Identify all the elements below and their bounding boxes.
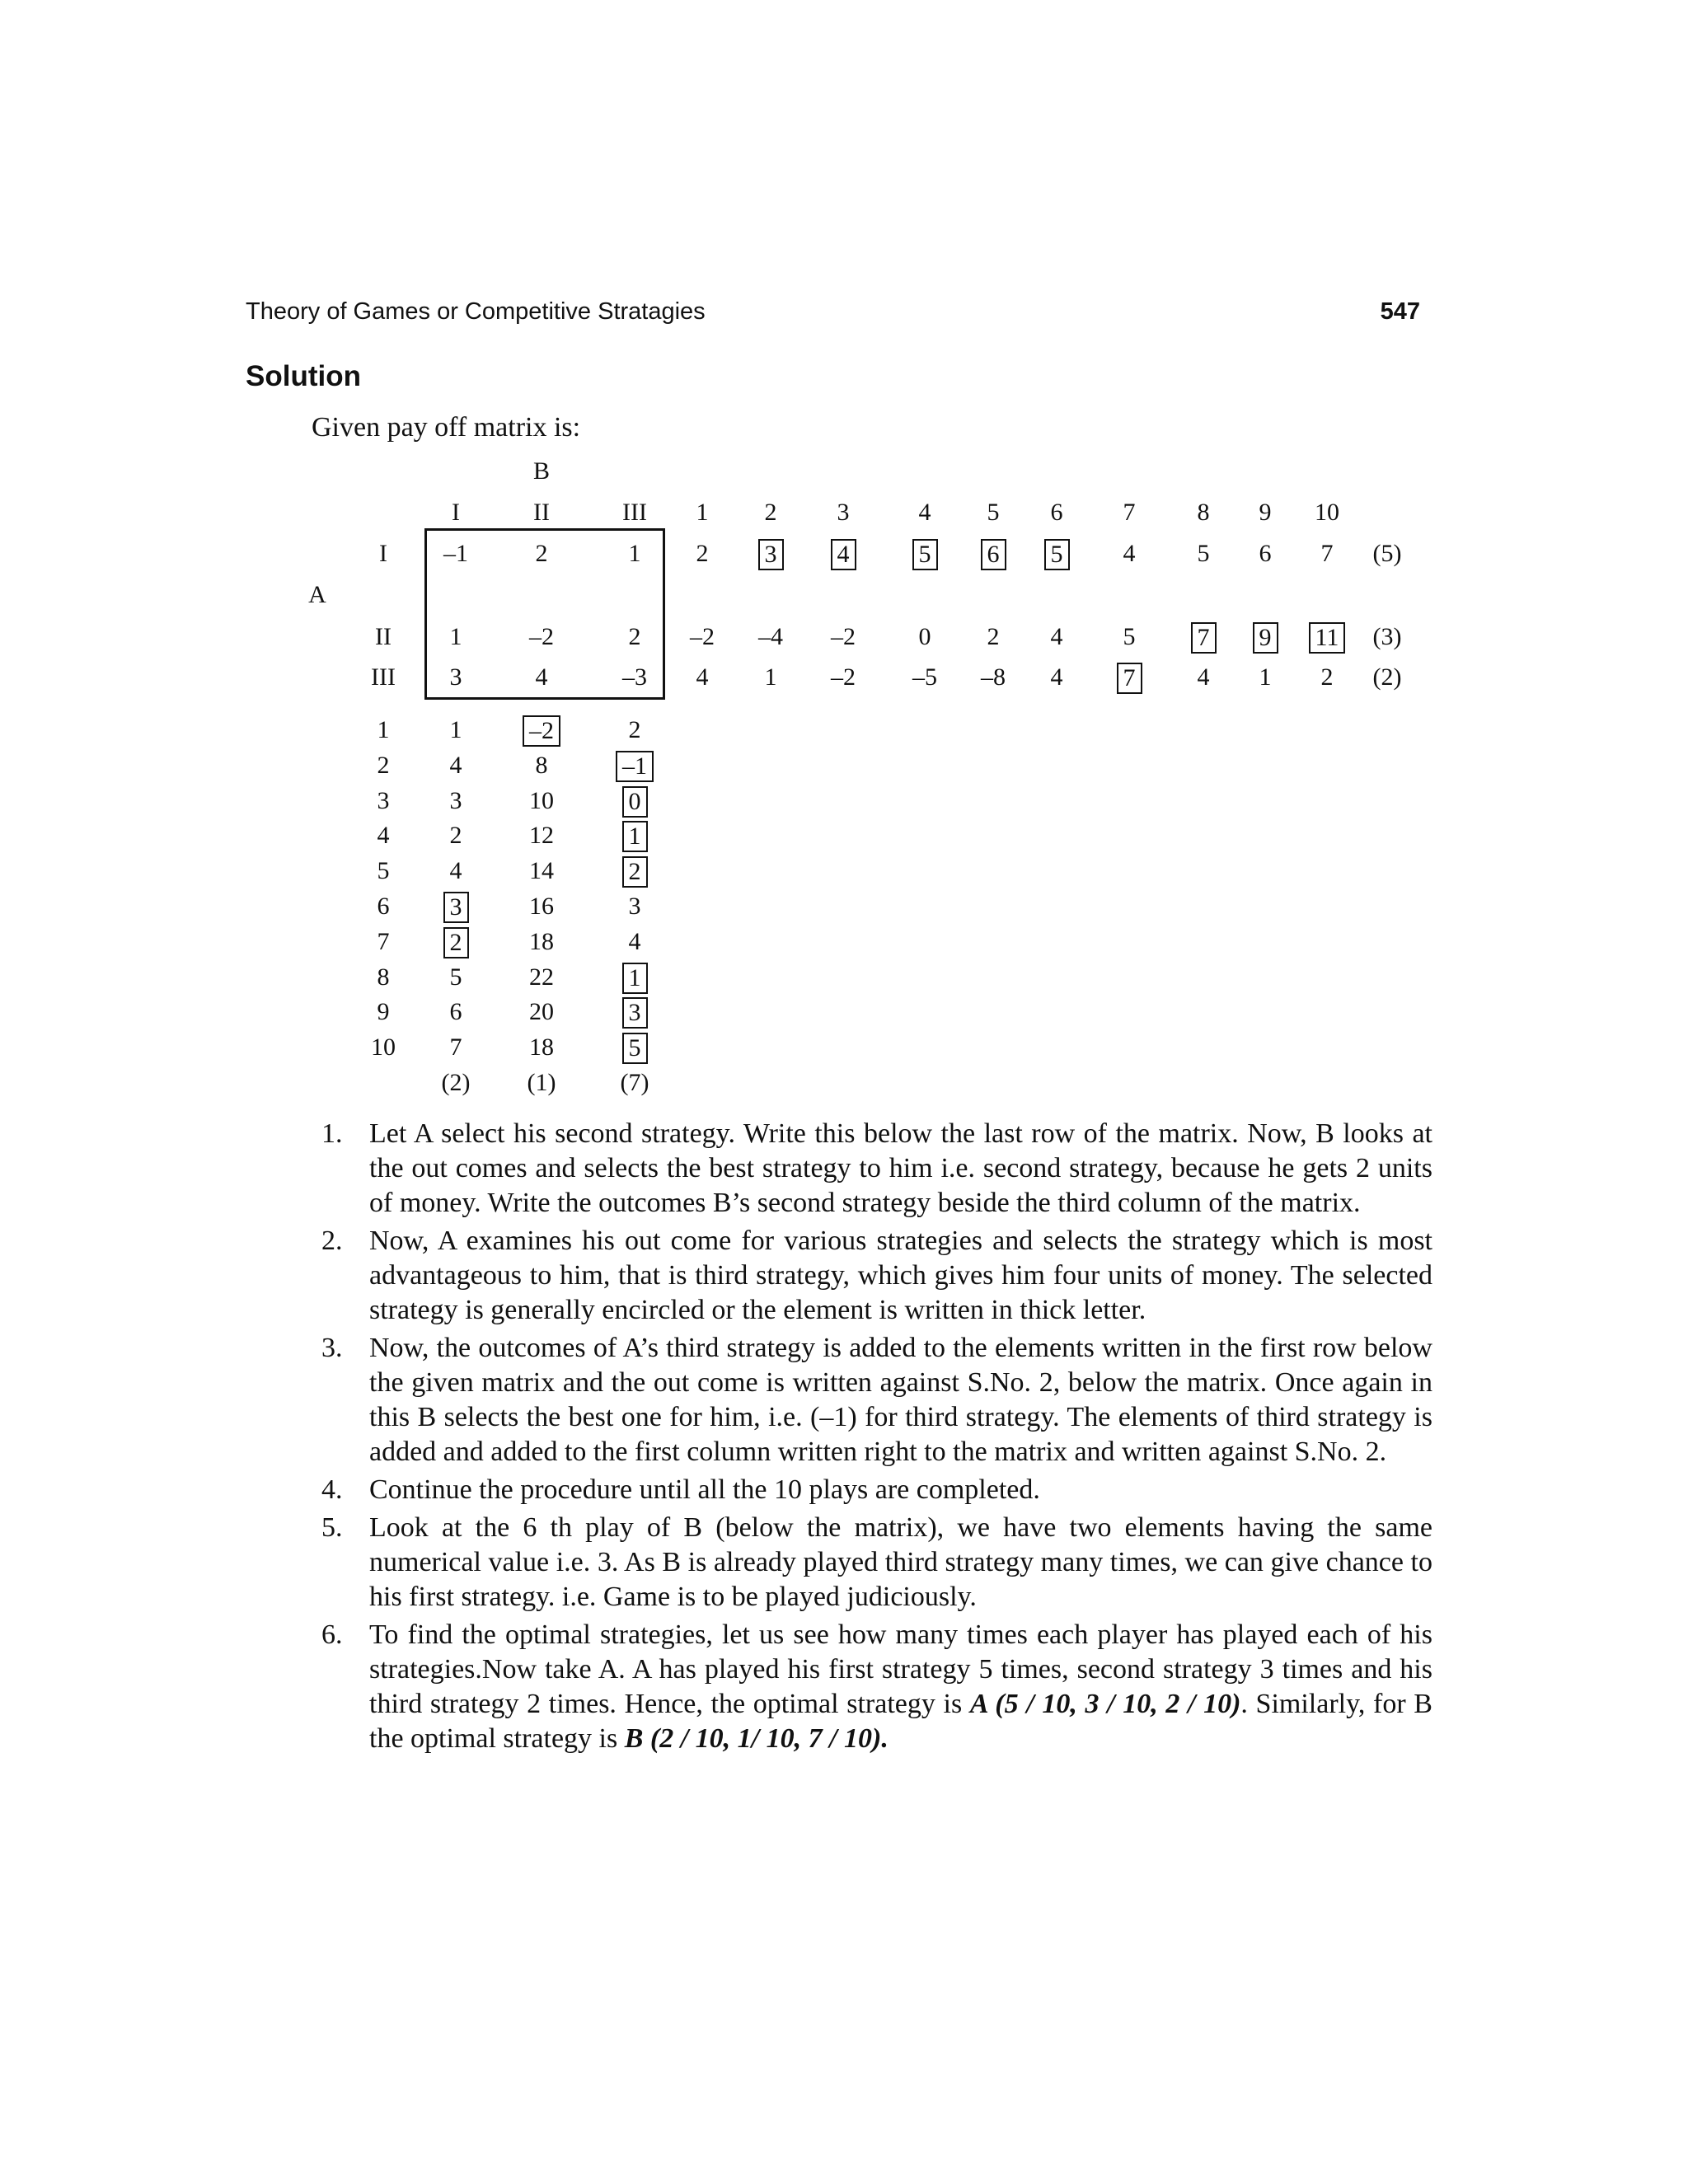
a-cumulative-cell: 2 xyxy=(1320,663,1334,691)
payoff-cell: 4 xyxy=(535,663,548,691)
a-cumulative-cell: 4 xyxy=(696,663,709,691)
step-5: 5. Look at the 6 th play of B (below the matrix), we have two elements having the same numerical value i.e. 3. As B is already played third strategy many times, we can give chance to his first strategy. i.e. Game is to be played judiciously. xyxy=(321,1512,1432,1612)
selected-a-cumulative-cell: 11 xyxy=(1286,622,1368,654)
payoff-cell: 1 xyxy=(449,623,462,650)
selected-b-cumulative-cell: 5 xyxy=(593,1033,676,1064)
step-text: Now, the outcomes of A’s third strategy is added to the elements written in the first row below the given matrix and the out come is written against S.No. 2, below the matrix. Once again in this B selects the best one for him, i.e. (–1) for third strategy. The elements of third strategy is added and added to the first column written right to the matrix and written against S.No. 2. xyxy=(369,1333,1432,1467)
selected-b-cumulative-cell: 3 xyxy=(415,892,497,923)
a-cumulative-cell: –4 xyxy=(758,623,783,650)
step-2: 2. Now, A examines his out come for various strategies and selects the strategy which is most advantageous to him, that is third strategy, which gives him four units of money. The selected strategy is generally encircled or the element is written in thick letter. xyxy=(321,1226,1432,1325)
player-a-label: A xyxy=(308,581,326,608)
selected-a-cumulative-cell: 6 xyxy=(952,539,1034,570)
step-text: Continue the procedure until all the 10 plays are completed. xyxy=(369,1474,1040,1505)
a-cumulative-cell: –8 xyxy=(981,663,1006,691)
a-cumulative-cell: 5 xyxy=(1123,623,1136,650)
step-6: 6. To find the optimal strategies, let us see how many times each player has played each of his strategies.Now take A. A has played his first strategy 5 times, second strategy 3 times and his third strategy 2 times. Hence, the optimal strategy is A (5 / 10, 3 / 10, 2 / 10). Similarly, for B the optimal strategy is B (2 / 10, 1/ 10, 7 / 10). xyxy=(321,1619,1432,1754)
play-number-row: 7 xyxy=(377,927,390,955)
a-strategy-count: (2) xyxy=(1372,663,1402,691)
payoff-cell: –2 xyxy=(529,623,554,650)
b-cumulative-cell: 6 xyxy=(449,998,462,1026)
b-cumulative-cell: 1 xyxy=(449,716,462,743)
a-cumulative-cell: 2 xyxy=(696,540,709,567)
b-cumulative-cell: 20 xyxy=(529,998,554,1026)
play-number-header: 10 xyxy=(1315,499,1339,526)
step-text: To find the optimal strategies, let us see how many times each player has played each of his strategies.Now take A. A has played his first strategy 5 times, second strategy 3 times and his third strategy 2 times. Hence, the optimal strategy is A (5 / 10, 3 / 10, 2 / 10). Similarly, for B the optimal strategy is B (2 / 10, 1/ 10, 7 / 10). xyxy=(369,1619,1432,1754)
b-cumulative-cell: 4 xyxy=(449,857,462,885)
b-cumulative-cell: 8 xyxy=(535,751,548,779)
a-cumulative-cell: 5 xyxy=(1197,540,1210,567)
b-strategy-label: I xyxy=(452,499,460,526)
selected-b-cumulative-cell: 2 xyxy=(415,927,497,958)
a-cumulative-cell: 0 xyxy=(918,623,931,650)
play-number-header: 9 xyxy=(1259,499,1272,526)
selected-a-cumulative-cell: 3 xyxy=(729,539,812,570)
page-number: 547 xyxy=(1380,298,1420,325)
b-cumulative-cell: 7 xyxy=(449,1033,462,1062)
payoff-cell: 3 xyxy=(449,663,462,691)
step-3: 3. Now, the outcomes of A’s third strategy is added to the elements written in the first row below the given matrix and the out come is written against S.No. 2, below the matrix. Once again in this B selects the best one for him, i.e. (–1) for third strategy. The elements of third strategy is added and added to the first column written right to the matrix and written against S.No. 2. xyxy=(321,1333,1432,1467)
b-cumulative-cell: 4 xyxy=(628,927,641,955)
play-number-header: 4 xyxy=(918,499,931,526)
a-strategy-count: (5) xyxy=(1372,540,1402,567)
selected-b-cumulative-cell: –2 xyxy=(500,715,583,747)
play-number-header: 2 xyxy=(764,499,777,526)
intro-text: Given pay off matrix is: xyxy=(312,412,581,443)
play-number-row: 5 xyxy=(377,857,390,885)
b-cumulative-cell: 3 xyxy=(628,893,641,920)
payoff-cell: 1 xyxy=(628,540,641,567)
play-number-row: 1 xyxy=(377,716,390,743)
play-number-row: 8 xyxy=(377,963,390,991)
play-number-header: 3 xyxy=(837,499,850,526)
running-header-title: Theory of Games or Competitive Stratagies xyxy=(246,298,706,325)
a-cumulative-cell: 6 xyxy=(1259,540,1272,567)
b-cumulative-cell: 3 xyxy=(449,786,462,814)
b-cumulative-cell: 2 xyxy=(449,822,462,850)
a-strategy-count: (3) xyxy=(1372,623,1402,650)
step-1: 1. Let A select his second strategy. Write this below the last row of the matrix. Now, B looks at the out comes and selects the best strategy to him i.e. second strategy, because he gets 2 units of money. Write the outcomes B’s second strategy beside the third column of the matrix. xyxy=(321,1118,1432,1218)
play-number-row: 4 xyxy=(377,822,390,850)
b-cumulative-cell: 18 xyxy=(529,1033,554,1062)
a-strategy-label: II xyxy=(375,623,392,650)
a-cumulative-cell: –2 xyxy=(690,623,715,650)
a-cumulative-cell: –2 xyxy=(831,623,856,650)
selected-b-cumulative-cell: 2 xyxy=(593,856,676,888)
a-cumulative-cell: 1 xyxy=(1259,663,1272,691)
b-cumulative-cell: 12 xyxy=(529,822,554,850)
b-cumulative-cell: 2 xyxy=(628,716,641,743)
b-strategy-label: III xyxy=(622,499,647,526)
selected-a-cumulative-cell: 5 xyxy=(1015,539,1098,570)
play-number-header: 5 xyxy=(987,499,1000,526)
selected-b-cumulative-cell: 1 xyxy=(593,821,676,852)
a-cumulative-cell: 4 xyxy=(1050,623,1063,650)
b-cumulative-cell: 18 xyxy=(529,927,554,955)
step-text: Now, A examines his out come for various strategies and selects the strategy which is most advantageous to him, that is third strategy, which gives him four units of money. The selected strategy is generally encircled or the element is written in thick letter. xyxy=(369,1226,1432,1325)
play-number-row: 9 xyxy=(377,998,390,1026)
b-cumulative-cell: 10 xyxy=(529,786,554,814)
play-number-header: 1 xyxy=(696,499,709,526)
play-number-row: 10 xyxy=(371,1033,396,1062)
a-cumulative-cell: 2 xyxy=(987,623,1000,650)
b-strategy-label: II xyxy=(533,499,550,526)
b-strategy-count: (1) xyxy=(527,1069,556,1096)
a-cumulative-cell: 4 xyxy=(1050,663,1063,691)
b-cumulative-cell: 5 xyxy=(449,963,462,991)
b-strategy-count: (7) xyxy=(620,1069,649,1096)
a-cumulative-cell: 7 xyxy=(1320,540,1334,567)
player-b-label: B xyxy=(532,457,550,485)
selected-a-cumulative-cell: 5 xyxy=(884,539,966,570)
selected-b-cumulative-cell: 0 xyxy=(593,786,676,818)
a-strategy-label: I xyxy=(379,540,387,567)
selected-a-cumulative-cell: 7 xyxy=(1088,663,1170,694)
a-cumulative-cell: 4 xyxy=(1123,540,1136,567)
play-number-header: 7 xyxy=(1123,499,1136,526)
play-number-header: 8 xyxy=(1197,499,1210,526)
a-cumulative-cell: 1 xyxy=(764,663,777,691)
play-number-header: 6 xyxy=(1050,499,1063,526)
b-strategy-count: (2) xyxy=(441,1069,471,1096)
solution-heading: Solution xyxy=(246,360,361,392)
solution-steps xyxy=(312,1117,1432,1760)
play-number-row: 2 xyxy=(377,751,390,779)
b-cumulative-cell: 14 xyxy=(529,857,554,885)
selected-b-cumulative-cell: 3 xyxy=(593,997,676,1029)
payoff-cell: –1 xyxy=(443,540,468,567)
payoff-cell: 2 xyxy=(535,540,548,567)
step-text: Look at the 6 th play of B (below the matrix), we have two elements having the same numerical value i.e. 3. As B is already played third strategy many times, we can give chance to his first strategy. i.e. Game is to be played judiciously. xyxy=(369,1512,1432,1612)
a-cumulative-cell: –5 xyxy=(912,663,937,691)
payoff-cell: –3 xyxy=(622,663,647,691)
play-number-row: 6 xyxy=(377,893,390,920)
a-strategy-label: III xyxy=(371,663,396,691)
step-text: Let A select his second strategy. Write this below the last row of the matrix. Now, B looks at the out comes and selects the best strategy to him i.e. second strategy, because he gets 2 units of money. Write the outcomes B’s second strategy beside the third column of the matrix. xyxy=(369,1118,1432,1218)
b-cumulative-cell: 4 xyxy=(449,751,462,779)
step-4: 4. Continue the procedure until all the 10 plays are completed. xyxy=(321,1474,1040,1505)
selected-a-cumulative-cell: 9 xyxy=(1224,622,1306,654)
selected-a-cumulative-cell: 4 xyxy=(802,539,884,570)
b-cumulative-cell: 22 xyxy=(529,963,554,991)
selected-b-cumulative-cell: –1 xyxy=(593,751,676,782)
selected-a-cumulative-cell: 7 xyxy=(1162,622,1245,654)
b-cumulative-cell: 16 xyxy=(529,893,554,920)
play-number-row: 3 xyxy=(377,786,390,814)
payoff-cell: 2 xyxy=(628,623,641,650)
a-cumulative-cell: –2 xyxy=(831,663,856,691)
selected-b-cumulative-cell: 1 xyxy=(593,963,676,994)
a-cumulative-cell: 4 xyxy=(1197,663,1210,691)
